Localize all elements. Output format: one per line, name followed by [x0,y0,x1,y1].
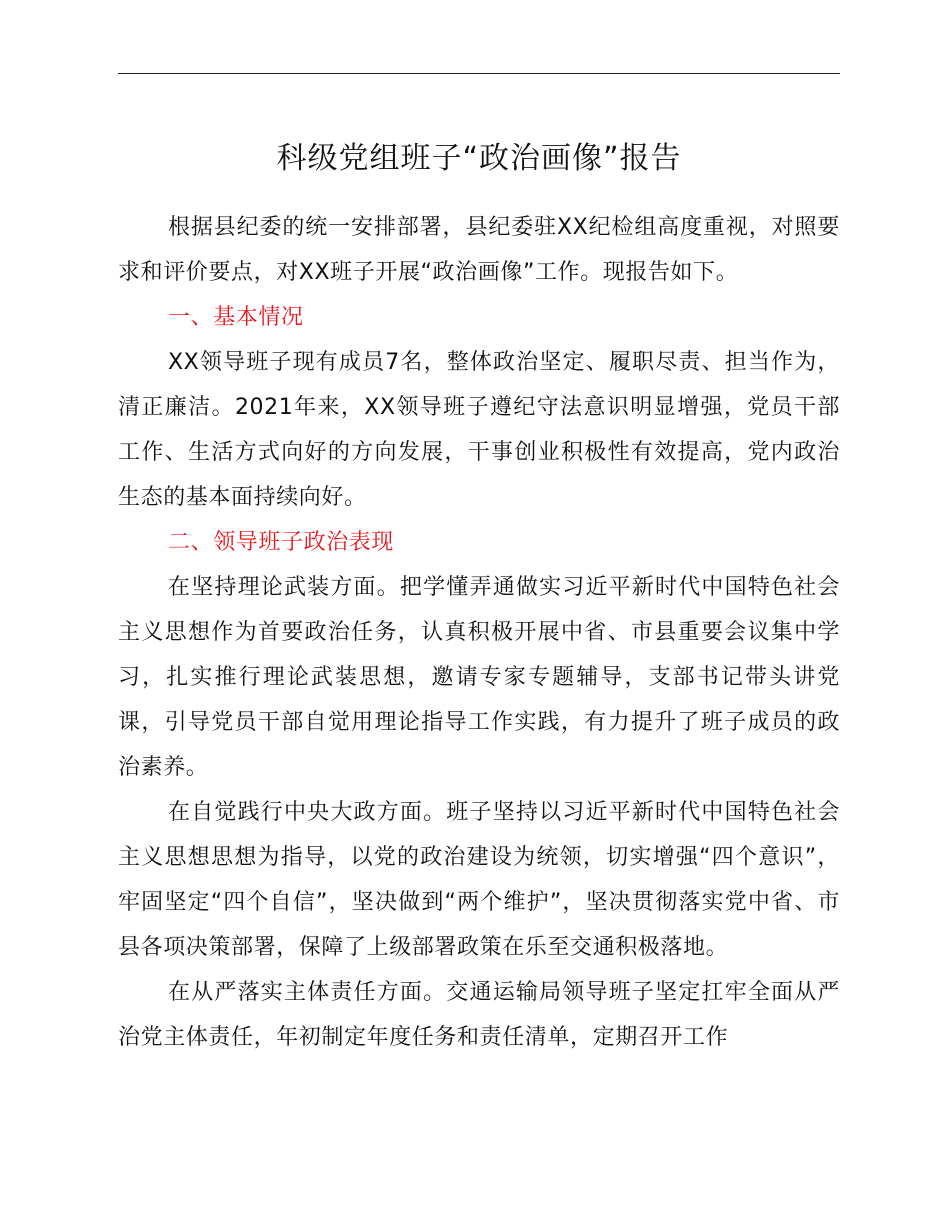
section-heading-political-performance: 二、领导班子政治表现 [168,530,395,555]
section-heading-basic-situation: 一、基本情况 [168,305,304,330]
intro-paragraph: 根据县纪委的统一安排部署，县纪委驻XX纪检组高度重视，对照要求和评价要点，对XX班子开展“政治画像”工作。现报告如下。 [118,215,840,285]
theory-armament-paragraph: 在坚持理论武装方面。把学懂弄通做实习近平新时代中国特色社会主义思想作为首要政治任务，认真积极开展中省、市县重要会议集中学习，扎实推行理论武装思想，邀请专家专题辅导，支部书记带头讲党课，引导党员干部自觉用理论指导工作实践，有力提升了班子成员的政治素养。 [118,575,840,780]
document-body [118,205,840,1060]
central-policy-paragraph: 在自觉践行中央大政方面。班子坚持以习近平新时代中国特色社会主义思想思想为指导，以党的政治建设为统领，切实增强“四个意识”，牢固坚定“四个自信”，坚决做到“两个维护”，坚决贯彻落实党中省、市县各项决策部署，保障了上级部署政策在乐至交通积极落地。 [118,800,840,960]
basic-situation-paragraph: XX领导班子现有成员7名，整体政治坚定、履职尽责、担当作为，清正廉洁。2021年来，XX领导班子遵纪守法意识明显增强，党员干部工作、生活方式向好的方向发展，干事创业积极性有效提高，党内政治生态的基本面持续向好。 [118,350,840,510]
document-title: 科级党组班子“政治画像”报告 [276,141,682,176]
main-responsibility-paragraph: 在从严落实主体责任方面。交通运输局领导班子坚定扛牢全面从严治党主体责任，年初制定年度任务和责任清单，定期召开工作 [118,980,840,1050]
header-rule [118,73,840,74]
